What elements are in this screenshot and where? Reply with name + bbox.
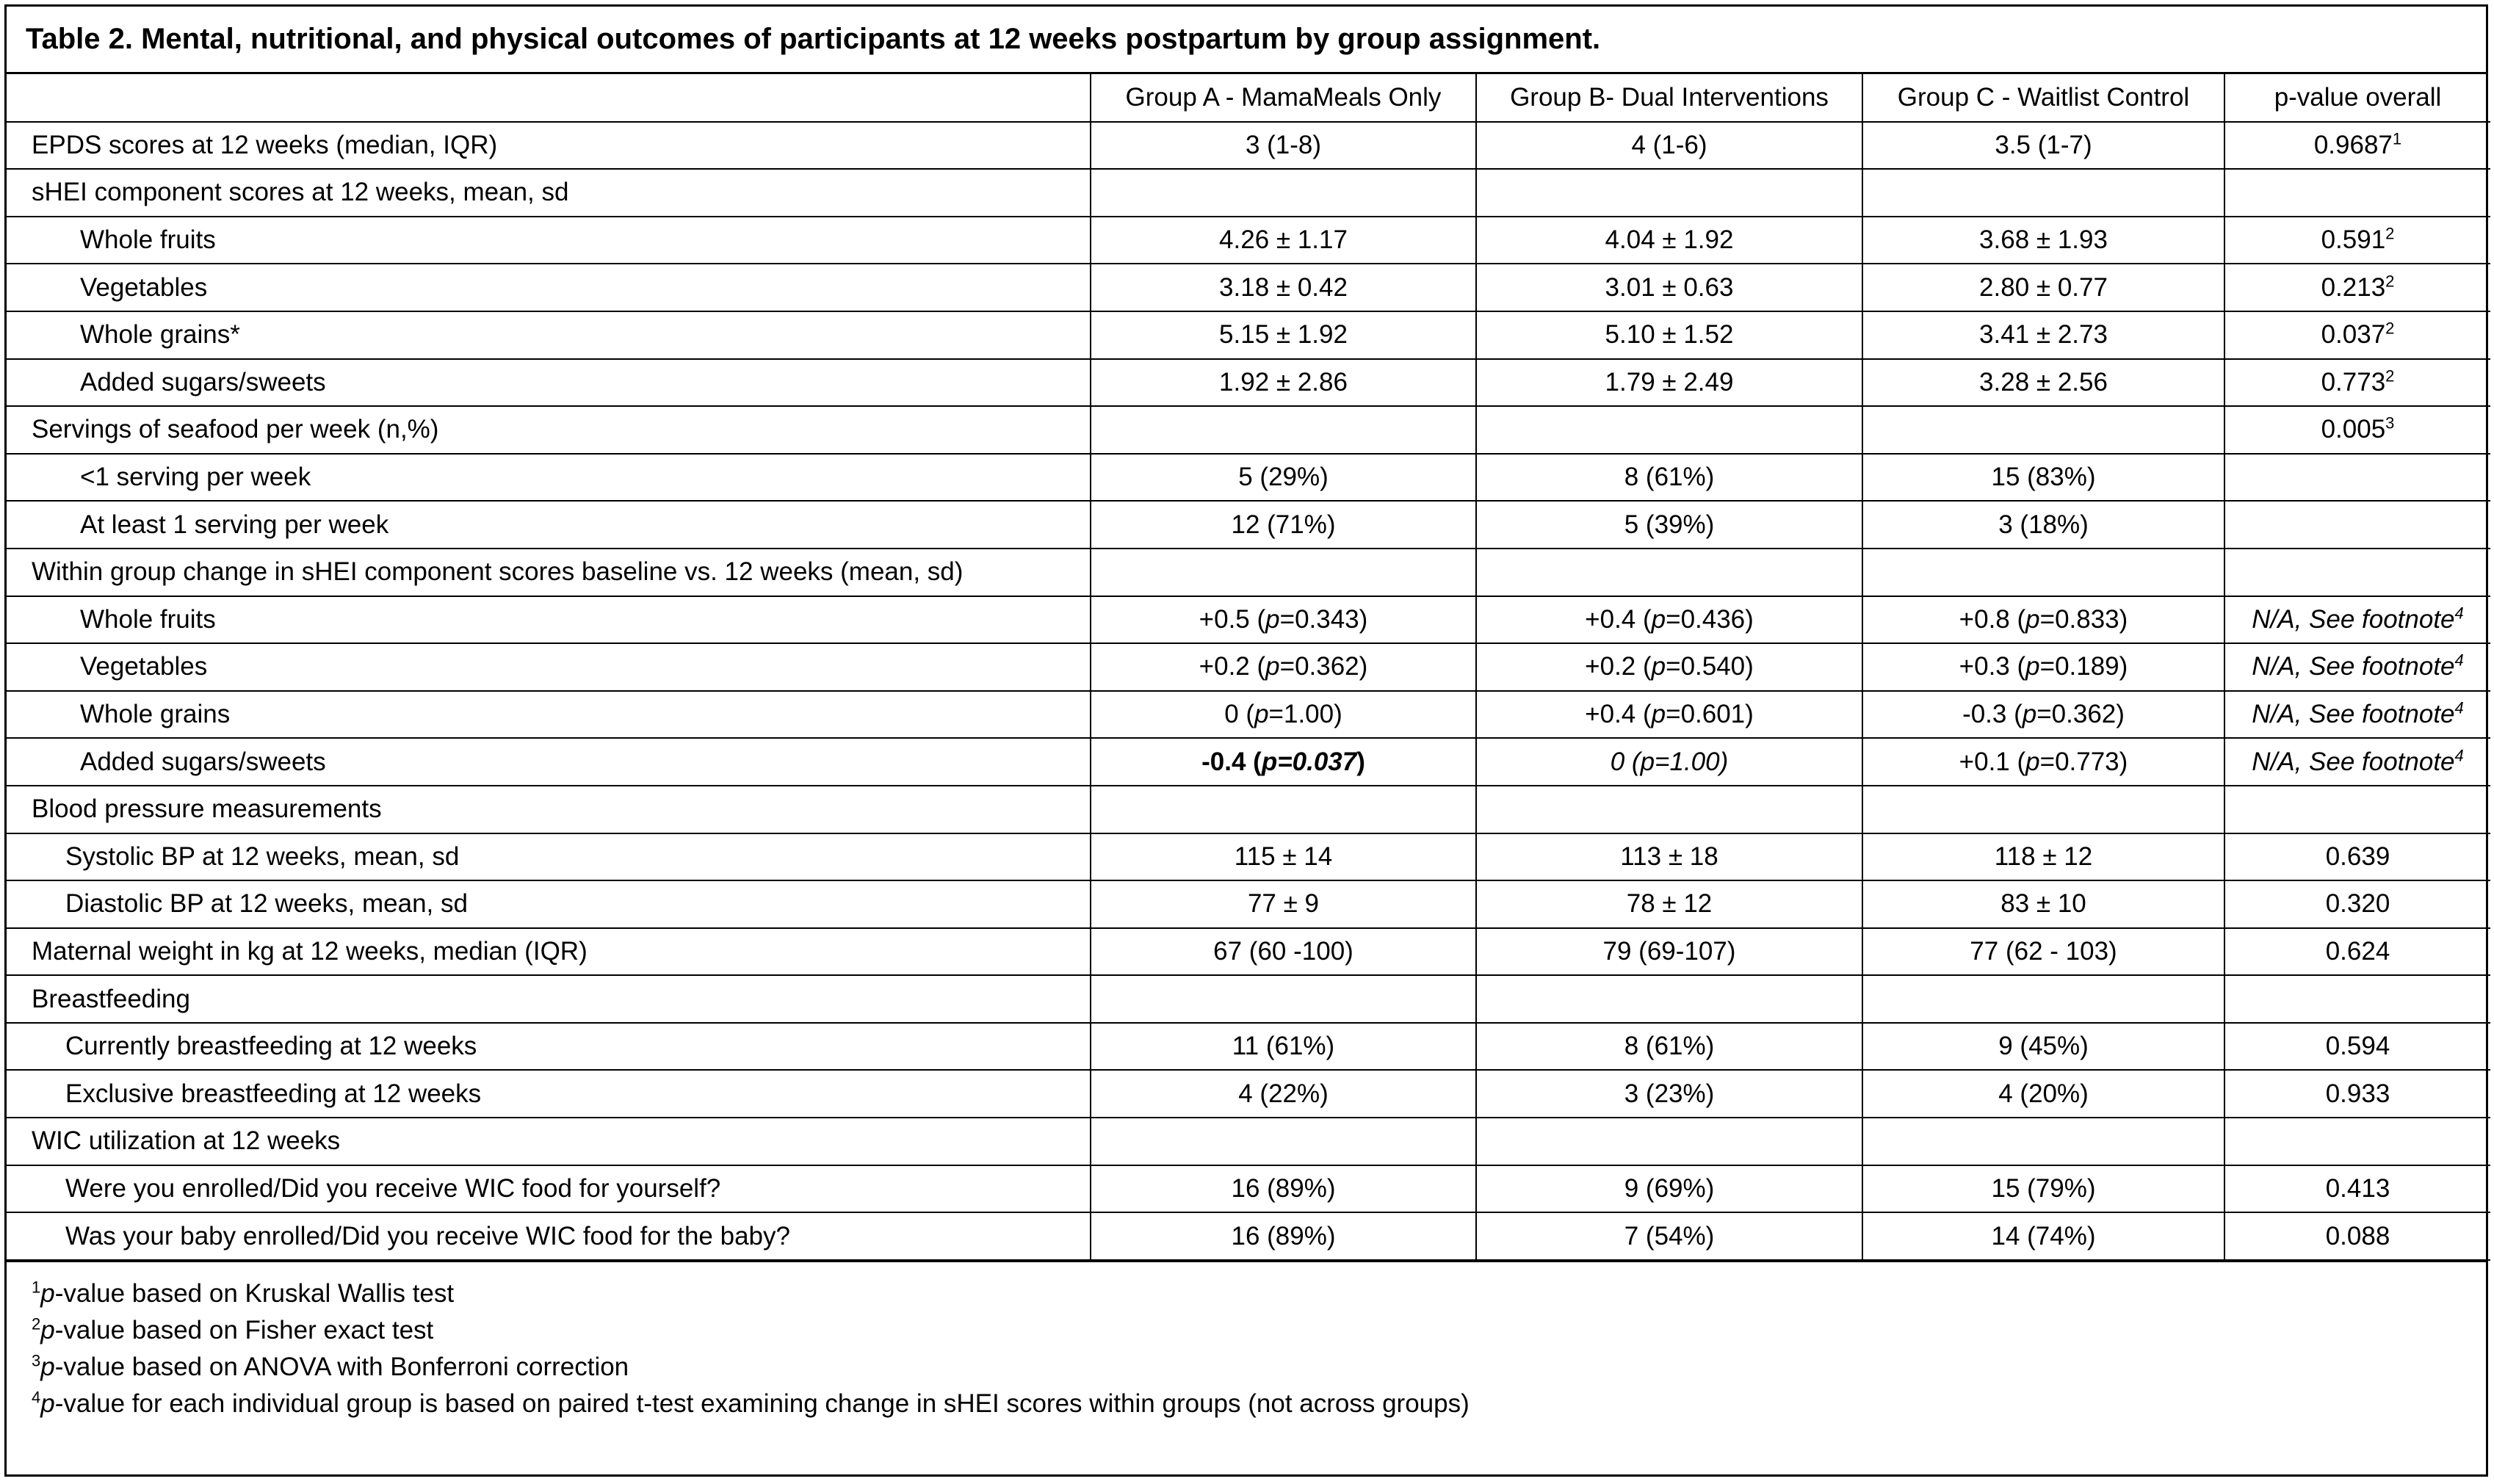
cell-group-c (1862, 549, 2224, 596)
table-row (7, 1118, 2490, 1165)
row-label: EPDS scores at 12 weeks (median, IQR) (7, 122, 1091, 170)
cell-group-c: +0.8 (p=0.833) (1862, 596, 2224, 644)
row-label: Currently breastfeeding at 12 weeks (7, 1023, 1091, 1071)
cell-group-b: 78 ± 12 (1476, 880, 1862, 928)
cell-group-b: 0 (p=1.00) (1476, 738, 1862, 786)
cell-pvalue: 0.639 (2224, 833, 2490, 881)
cell-group-b (1476, 169, 1862, 217)
cell-pvalue: 0.213$^2$ (2224, 264, 2490, 311)
cell-group-a: 4 (22%) (1091, 1070, 1476, 1118)
table-row (7, 928, 2490, 976)
table-row (7, 786, 2490, 833)
cell-group-b: 79 (69-107) (1476, 928, 1862, 976)
cell-group-c: 14 (74%) (1862, 1212, 2224, 1260)
cell-group-c: 77 (62 - 103) (1862, 928, 2224, 976)
cell-group-a: 67 (60 -100) (1091, 928, 1476, 976)
cell-group-b: 8 (61%) (1476, 1023, 1862, 1071)
cell-group-c: 15 (83%) (1862, 454, 2224, 502)
header-group-b: Group B- Dual Interventions (1476, 74, 1862, 122)
cell-group-b: +0.4 (p=0.601) (1476, 691, 1862, 739)
cell-group-c: +0.1 (p=0.773) (1862, 738, 2224, 786)
cell-group-b (1476, 406, 1862, 454)
cell-group-b: 5.10 ± 1.52 (1476, 311, 1862, 359)
cell-group-a (1091, 975, 1476, 1023)
row-label: Vegetables (7, 643, 1091, 691)
cell-pvalue: 0.933 (2224, 1070, 2490, 1118)
cell-pvalue: N/A, See footnote$^4$ (2224, 738, 2490, 786)
cell-group-b: 4.04 ± 1.92 (1476, 217, 1862, 264)
footnote-4: $^4$p-value for each individual group is based on paired t-test examining change in sHEI scores within groups (not across groups) (32, 1388, 1470, 1418)
cell-group-c (1862, 406, 2224, 454)
table-row (7, 169, 2490, 217)
cell-group-a (1091, 169, 1476, 217)
cell-group-b (1476, 975, 1862, 1023)
table-row (7, 691, 2490, 739)
cell-group-c: 3.68 ± 1.93 (1862, 217, 2224, 264)
cell-group-a: 77 ± 9 (1091, 880, 1476, 928)
cell-group-a (1091, 1118, 1476, 1165)
cell-pvalue: N/A, See footnote$^4$ (2224, 643, 2490, 691)
table-row (7, 217, 2490, 264)
table-row (7, 359, 2490, 407)
cell-pvalue (2224, 786, 2490, 833)
cell-group-a: 3.18 ± 0.42 (1091, 264, 1476, 311)
cell-pvalue: 0.591$^2$ (2224, 217, 2490, 264)
footnote-3: $^3$p-value based on ANOVA with Bonferroni correction (32, 1351, 629, 1381)
cell-group-b (1476, 1118, 1862, 1165)
outcomes-table (7, 74, 2490, 1261)
cell-pvalue (2224, 549, 2490, 596)
cell-pvalue (2224, 1118, 2490, 1165)
row-label: Systolic BP at 12 weeks, mean, sd (7, 833, 1091, 881)
header-row (7, 74, 2490, 122)
cell-group-c (1862, 975, 2224, 1023)
header-group-a: Group A - MamaMeals Only (1091, 74, 1476, 122)
cell-group-c: 3.5 (1-7) (1862, 122, 2224, 170)
row-label: Whole fruits (7, 217, 1091, 264)
cell-pvalue (2224, 501, 2490, 549)
cell-group-a (1091, 786, 1476, 833)
row-label: Maternal weight in kg at 12 weeks, median (IQR) (7, 928, 1091, 976)
header-group-c: Group C - Waitlist Control (1862, 74, 2224, 122)
cell-group-b: 7 (54%) (1476, 1212, 1862, 1260)
table-row (7, 454, 2490, 502)
row-label: Whole fruits (7, 596, 1091, 644)
cell-group-c: 9 (45%) (1862, 1023, 2224, 1071)
footnotes (7, 1261, 2486, 1422)
cell-group-a: 4.26 ± 1.17 (1091, 217, 1476, 264)
table-row (7, 1165, 2490, 1213)
table-row (7, 833, 2490, 881)
table-row (7, 122, 2490, 170)
cell-group-a: 16 (89%) (1091, 1212, 1476, 1260)
cell-group-a: +0.5 (p=0.343) (1091, 596, 1476, 644)
row-label: Within group change in sHEI component scores baseline vs. 12 weeks (mean, sd) (7, 549, 1091, 596)
cell-pvalue: 0.773$^2$ (2224, 359, 2490, 407)
row-label: Exclusive breastfeeding at 12 weeks (7, 1070, 1091, 1118)
cell-group-c: +0.3 (p=0.189) (1862, 643, 2224, 691)
cell-pvalue: 0.624 (2224, 928, 2490, 976)
cell-group-b: 3 (23%) (1476, 1070, 1862, 1118)
cell-group-b (1476, 549, 1862, 596)
cell-group-c: 3.41 ± 2.73 (1862, 311, 2224, 359)
row-label: Diastolic BP at 12 weeks, mean, sd (7, 880, 1091, 928)
cell-group-a (1091, 406, 1476, 454)
cell-group-c: 118 ± 12 (1862, 833, 2224, 881)
cell-group-b: 1.79 ± 2.49 (1476, 359, 1862, 407)
cell-pvalue: 0.320 (2224, 880, 2490, 928)
cell-group-b: 113 ± 18 (1476, 833, 1862, 881)
cell-pvalue (2224, 169, 2490, 217)
cell-pvalue (2224, 975, 2490, 1023)
table-row (7, 406, 2490, 454)
row-label: <1 serving per week (7, 454, 1091, 502)
cell-group-c (1862, 1118, 2224, 1165)
cell-group-b: 4 (1-6) (1476, 122, 1862, 170)
cell-pvalue: N/A, See footnote$^4$ (2224, 596, 2490, 644)
cell-group-c: 4 (20%) (1862, 1070, 2224, 1118)
row-label: Servings of seafood per week (n,%) (7, 406, 1091, 454)
cell-group-b (1476, 786, 1862, 833)
table-row (7, 975, 2490, 1023)
cell-group-b: 9 (69%) (1476, 1165, 1862, 1213)
cell-group-b: 3.01 ± 0.63 (1476, 264, 1862, 311)
row-label: Added sugars/sweets (7, 359, 1091, 407)
cell-group-c: 2.80 ± 0.77 (1862, 264, 2224, 311)
cell-group-a: 0 (p=1.00) (1091, 691, 1476, 739)
cell-pvalue: N/A, See footnote$^4$ (2224, 691, 2490, 739)
header-pvalue: p-value overall (2224, 74, 2490, 122)
row-label: Were you enrolled/Did you receive WIC food for yourself? (7, 1165, 1091, 1213)
cell-group-c (1862, 786, 2224, 833)
table-row (7, 549, 2490, 596)
cell-pvalue: 0.005$^3$ (2224, 406, 2490, 454)
table-row (7, 264, 2490, 311)
table-row (7, 1212, 2490, 1260)
cell-group-c: 3.28 ± 2.56 (1862, 359, 2224, 407)
header-label-col (7, 74, 1091, 122)
footnote-2: $^2$p-value based on Fisher exact test (32, 1314, 434, 1344)
cell-pvalue: 0.9687$^1$ (2224, 122, 2490, 170)
table-row (7, 311, 2490, 359)
cell-group-c: 15 (79%) (1862, 1165, 2224, 1213)
cell-group-c: 83 ± 10 (1862, 880, 2224, 928)
row-label: WIC utilization at 12 weeks (7, 1118, 1091, 1165)
table-row (7, 643, 2490, 691)
cell-group-a: -0.4 (p=0.037) (1091, 738, 1476, 786)
cell-group-c (1862, 169, 2224, 217)
cell-pvalue: 0.594 (2224, 1023, 2490, 1071)
cell-group-a: 11 (61%) (1091, 1023, 1476, 1071)
cell-group-a: 3 (1-8) (1091, 122, 1476, 170)
table-row (7, 738, 2490, 786)
cell-group-a: 5.15 ± 1.92 (1091, 311, 1476, 359)
footnote-1: $^1$p-value based on Kruskal Wallis test (32, 1278, 455, 1308)
cell-group-c: 3 (18%) (1862, 501, 2224, 549)
row-label: Added sugars/sweets (7, 738, 1091, 786)
cell-group-b: 5 (39%) (1476, 501, 1862, 549)
table-title: Table 2. Mental, nutritional, and physical outcomes of participants at 12 weeks postpartum by group assignment. (7, 7, 2486, 74)
row-label: Whole grains (7, 691, 1091, 739)
cell-group-a: 115 ± 14 (1091, 833, 1476, 881)
cell-pvalue: 0.088 (2224, 1212, 2490, 1260)
table-row (7, 1070, 2490, 1118)
table-frame (4, 4, 2488, 1477)
cell-group-a: +0.2 (p=0.362) (1091, 643, 1476, 691)
row-label: Whole grains* (7, 311, 1091, 359)
row-label: At least 1 serving per week (7, 501, 1091, 549)
cell-pvalue: 0.037$^2$ (2224, 311, 2490, 359)
row-label: Blood pressure measurements (7, 786, 1091, 833)
table-row (7, 501, 2490, 549)
cell-group-a: 5 (29%) (1091, 454, 1476, 502)
cell-group-c: -0.3 (p=0.362) (1862, 691, 2224, 739)
cell-group-a: 12 (71%) (1091, 501, 1476, 549)
cell-pvalue (2224, 454, 2490, 502)
table-row (7, 596, 2490, 644)
row-label: Was your baby enrolled/Did you receive WIC food for the baby? (7, 1212, 1091, 1260)
row-label: Breastfeeding (7, 975, 1091, 1023)
row-label: Vegetables (7, 264, 1091, 311)
cell-group-a: 1.92 ± 2.86 (1091, 359, 1476, 407)
cell-group-b: +0.2 (p=0.540) (1476, 643, 1862, 691)
cell-pvalue: 0.413 (2224, 1165, 2490, 1213)
table-row (7, 1023, 2490, 1071)
cell-group-a (1091, 549, 1476, 596)
cell-group-a: 16 (89%) (1091, 1165, 1476, 1213)
row-label: sHEI component scores at 12 weeks, mean, sd (7, 169, 1091, 217)
cell-group-b: +0.4 (p=0.436) (1476, 596, 1862, 644)
table-row (7, 880, 2490, 928)
cell-group-b: 8 (61%) (1476, 454, 1862, 502)
